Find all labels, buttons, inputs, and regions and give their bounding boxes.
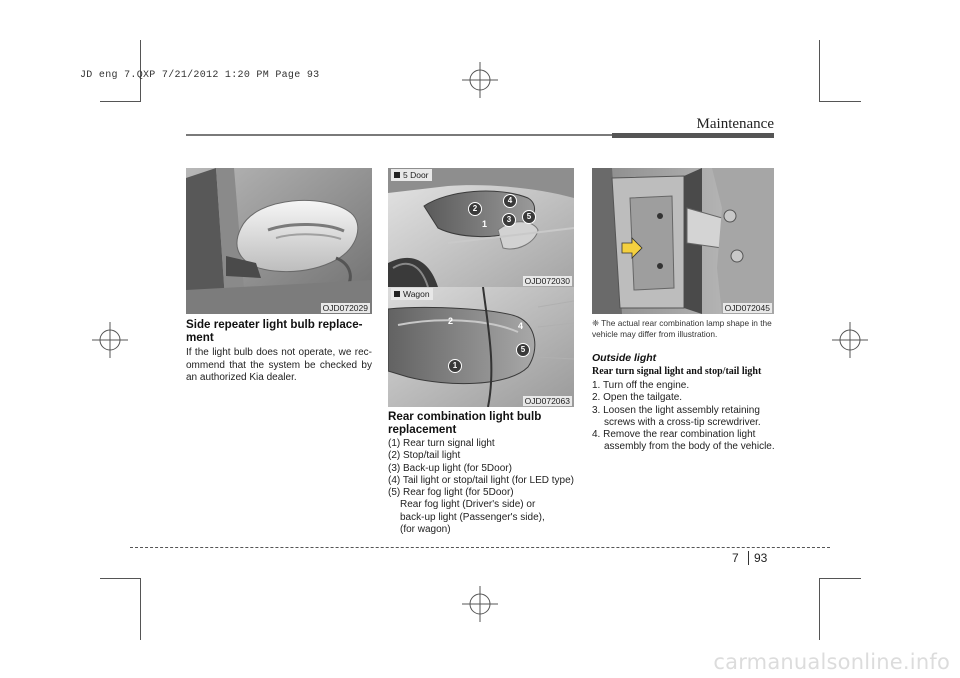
registration-mark-icon [462,586,498,622]
step-item: 1. Turn off the engine. [592,380,690,391]
note-lamp-shape: ❈ The actual rear combination lamp shape in the vehicle may differ from illustration. [592,318,772,339]
callout-number: 4 [518,321,524,331]
figure-code: OJD072063 [524,396,570,406]
subheading-outside-light: Outside light [592,352,657,364]
step-item: 2. Open the tailgate. [592,392,683,404]
callout-number: 5 [516,343,530,357]
section-title: Maintenance [696,116,774,132]
crop-mark [100,578,140,579]
chapter-number: 7 [732,551,739,565]
list-item: (1) Rear turn signal light [388,438,495,449]
figure-tailgate-screws [592,168,774,314]
step-list [592,380,778,454]
registration-mark-icon [462,62,498,98]
callout-number: 2 [448,316,454,326]
crop-mark [100,101,140,102]
figure-side-mirror [186,168,372,314]
step-item: 4. Remove the rear combination light [592,429,756,441]
subheading-rear-turn-signal: Rear turn signal light and stop/tail light [592,366,762,377]
crop-mark [819,578,861,579]
step-item: 3. Loosen the light assembly retaining [592,404,760,416]
tailgate-screws-illustration [592,168,774,314]
crop-mark [140,578,141,640]
registration-mark-icon [832,322,868,358]
print-slug: JD eng 7.QXP 7/21/2012 1:20 PM Page 93 [80,70,320,81]
figure-code: OJD072030 [524,276,570,286]
side-mirror-illustration [186,168,372,314]
footer-rule [130,547,830,548]
page-number-divider [748,551,749,565]
crop-mark [819,40,820,102]
callout-number: 2 [468,202,482,216]
bullet-square-icon [394,291,400,297]
bullet-square-icon [394,172,400,178]
list-item-continued: back-up light (Passenger's side), [400,511,545,523]
list-item-continued: Rear fog light (Driver's side) or [400,499,536,511]
list-item: (4) Tail light or stop/tail light (for LED type) [388,474,575,486]
figure-wagon-lamp [388,287,574,407]
figure-five-door-lamp [388,168,574,287]
callout-number: 5 [522,210,536,224]
header-rule-accent [612,133,774,138]
callout-number: 1 [448,359,462,373]
crop-mark [819,101,861,102]
page-number: 93 [754,551,768,565]
list-item: (2) Stop/tail light [388,450,461,462]
heading-rear-combination: Rear combination light bulb replacement [388,410,542,436]
registration-mark-icon [92,322,128,358]
list-item: (5) Rear fog light (for 5Door) [388,487,514,499]
crop-mark [819,578,820,640]
list-item: (3) Back-up light (for 5Door) [388,462,512,474]
body-side-repeater: If the light bulb does not operate, we rec-ommend that the system be checked by an authorized Kia dealer. [186,347,372,383]
watermark: carmanualsonline.info [713,650,950,674]
figure-label: Wagon [391,288,433,300]
bulb-list [388,438,578,536]
figure-code: OJD072029 [322,303,368,313]
step-item-continued: assembly from the body of the vehicle. [604,441,775,453]
heading-side-repeater: Side repeater light bulb replace-ment [186,318,363,344]
figure-label: 5 Door [391,169,432,181]
five-door-lamp-illustration [388,168,574,287]
callout-number: 3 [502,213,516,227]
step-item-continued: screws with a cross-tip screwdriver. [604,416,761,428]
list-item-continued: (for wagon) [400,524,451,536]
callout-number: 4 [503,194,517,208]
callout-number: 1 [482,219,488,229]
wagon-lamp-illustration [388,287,574,407]
figure-code: OJD072045 [724,303,770,313]
